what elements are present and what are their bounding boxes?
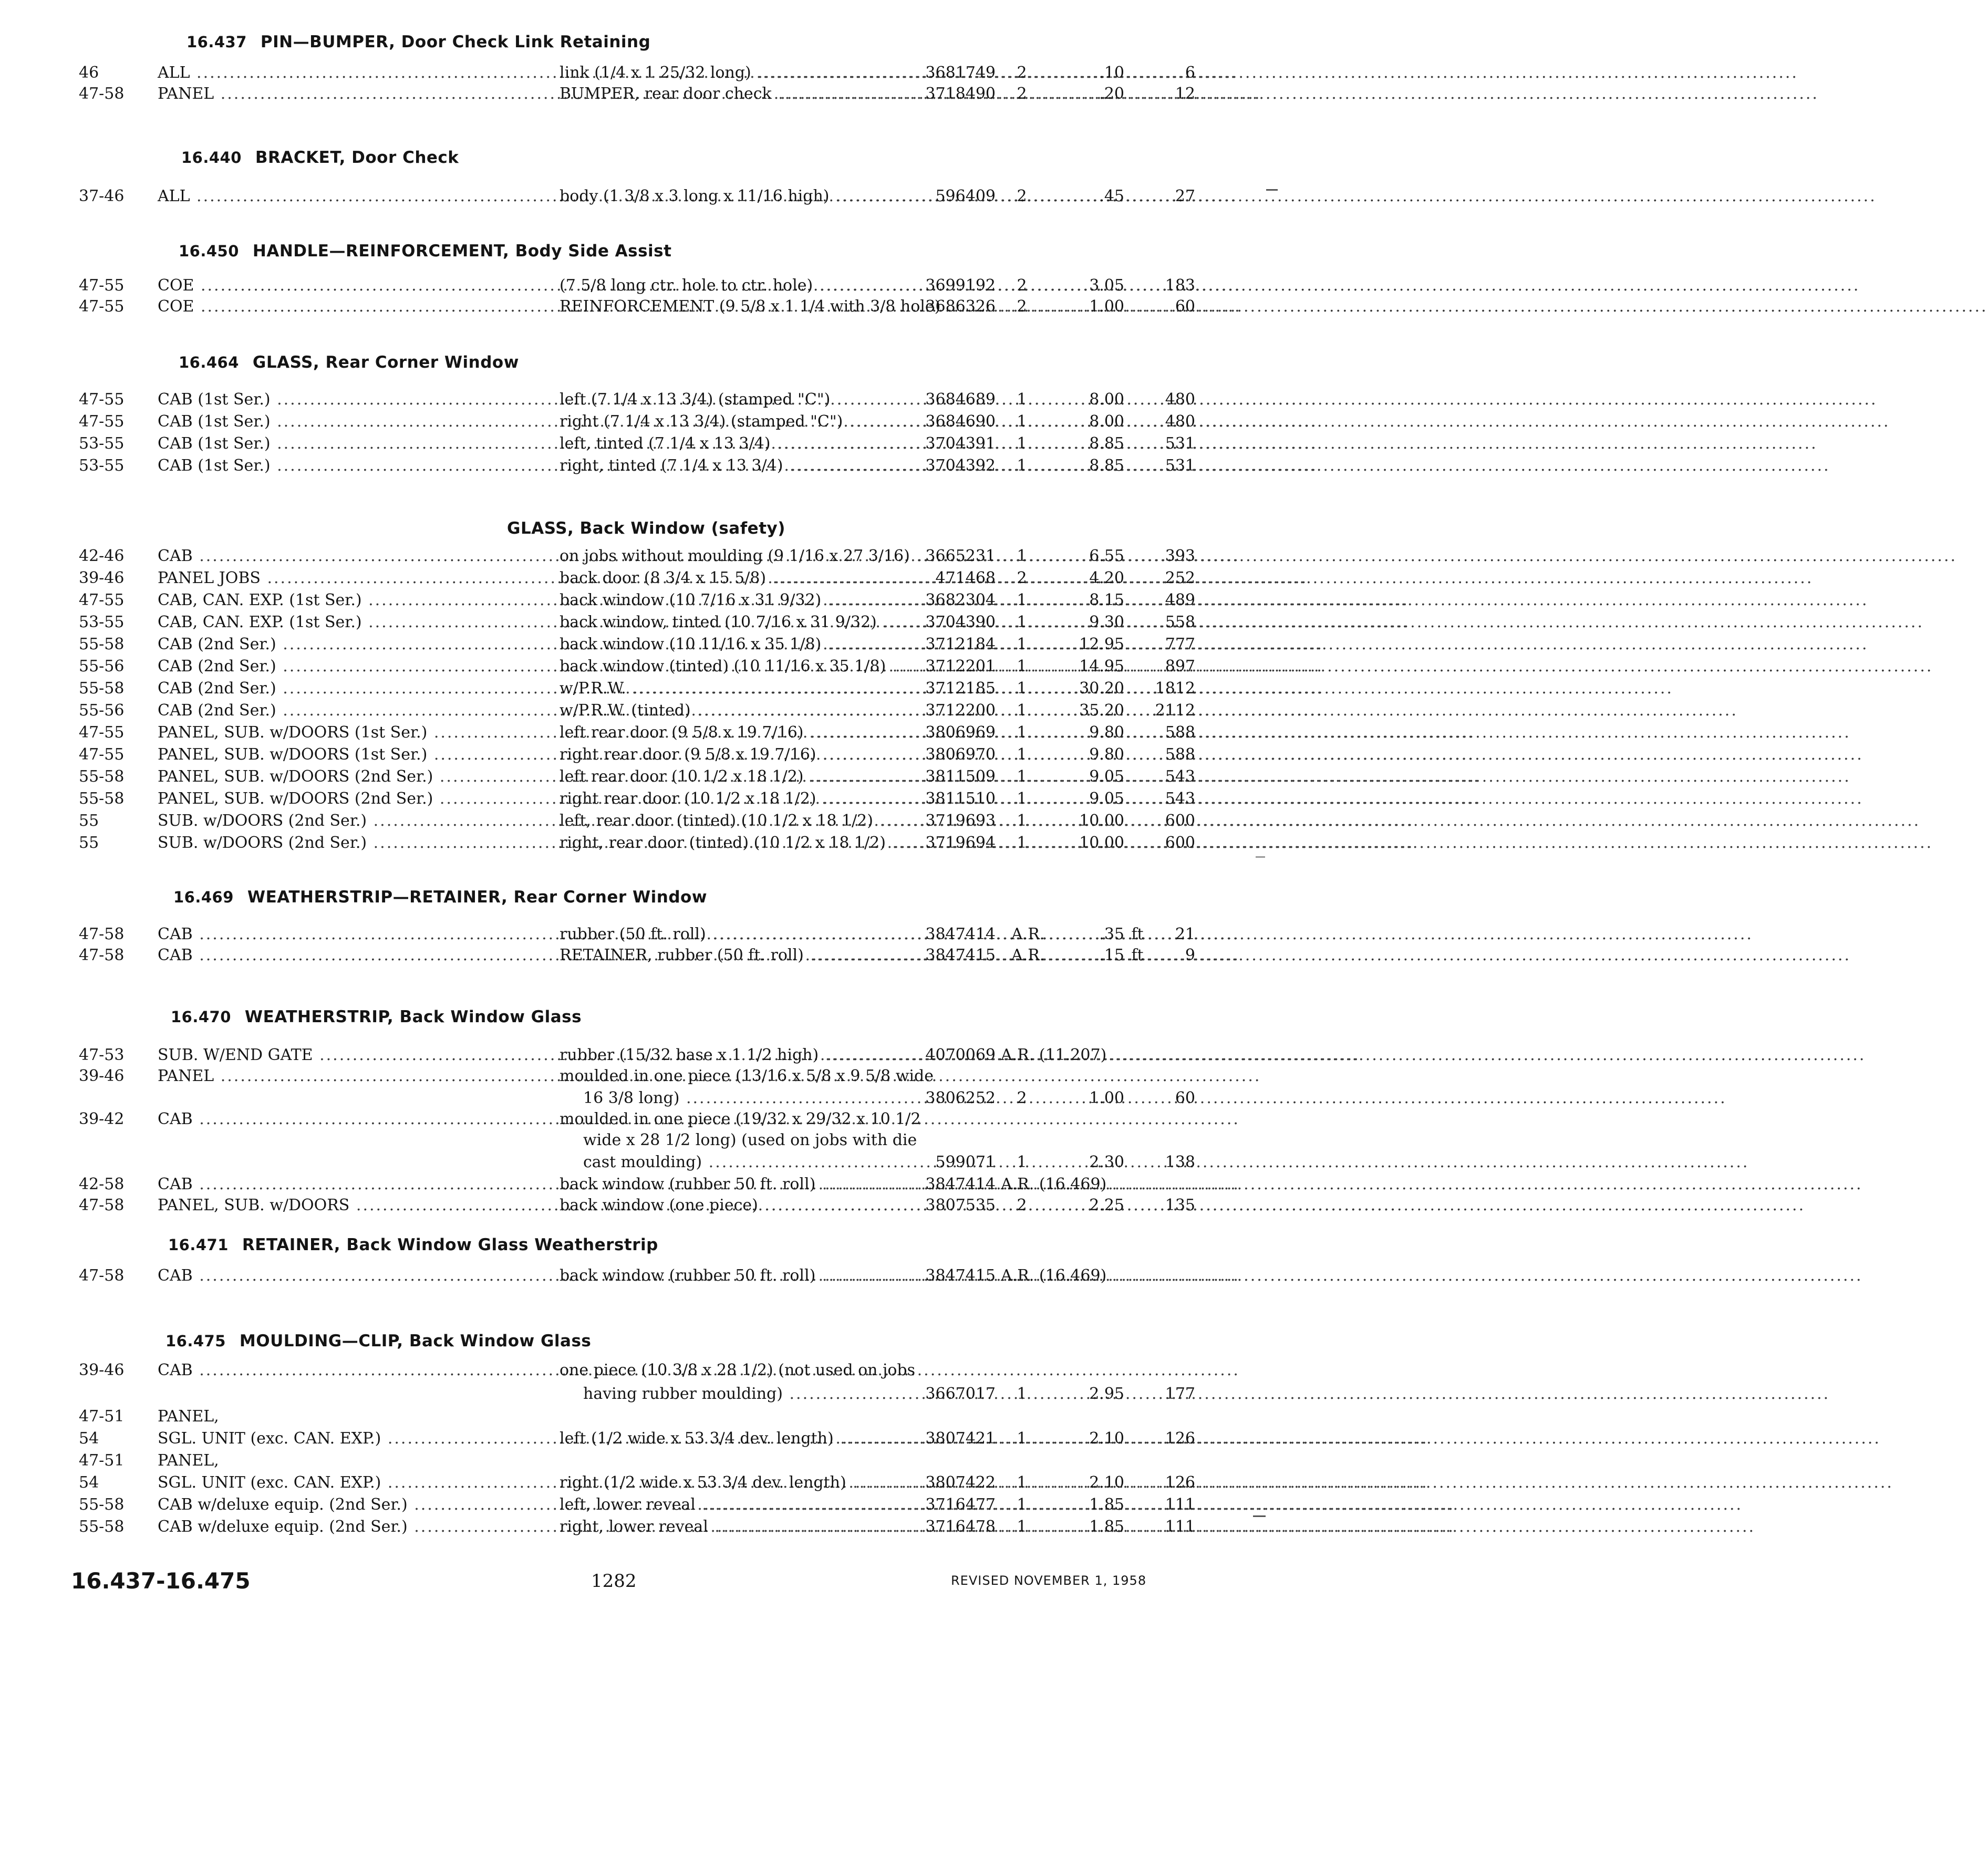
model-years: 55-58: [79, 679, 125, 698]
model-years: 47-55: [79, 412, 125, 431]
price: 9.05: [1089, 790, 1124, 808]
quantity-reference: A.R. (11.207): [1001, 1046, 1107, 1064]
section-heading: [181, 148, 459, 167]
application: PANEL, SUB. w/DOORS (1st Ser.) .....: [158, 723, 504, 743]
price: .10: [1099, 64, 1124, 82]
description: left, tinted (7 1/4 x 13 3/4) .....: [560, 434, 901, 454]
part-number: 3682304: [925, 591, 996, 609]
model-years: 53-55: [79, 434, 125, 453]
description: BUMPER, rear door check .....: [560, 84, 901, 104]
model-years: 55: [79, 834, 99, 852]
cost-code: 126: [1165, 1429, 1195, 1448]
price: 9.80: [1089, 745, 1124, 764]
model-years: 39-46: [79, 1361, 125, 1379]
quantity: 2: [1017, 187, 1027, 205]
quantity-reference: A.R. (16.469): [1001, 1175, 1107, 1193]
part-number: 3684689: [925, 390, 996, 409]
quantity: 2: [1017, 85, 1027, 103]
part-number: 3719693: [925, 812, 996, 830]
part-number: 3811509: [925, 767, 996, 786]
cost-code: 177: [1165, 1385, 1195, 1403]
description: back door (8 3/4 x 15 5/8) .....: [560, 568, 901, 588]
price: .15: [1099, 946, 1124, 964]
description: (7 5/8 long ctr. hole to ctr. hole) .....: [560, 276, 901, 296]
quantity: 1: [1017, 547, 1027, 565]
section-title: GLASS, Back Window (safety): [507, 519, 785, 538]
quantity: 1: [1017, 1518, 1027, 1536]
cost-code: 489: [1165, 591, 1195, 609]
section-number: 16.450: [179, 242, 239, 260]
model-years: 55-56: [79, 701, 125, 720]
model-years: 55-56: [79, 657, 125, 676]
description: back window (rubber 50 ft. roll) .....: [560, 1175, 901, 1194]
application: CAB (2nd Ser.) .....: [158, 657, 504, 677]
model-years: 47-55: [79, 745, 125, 764]
part-number: 3712200: [925, 701, 996, 720]
section-heading: [179, 353, 519, 372]
description: back window, tinted (10 7/16 x 31 9/32) .....: [560, 612, 901, 632]
quantity: 1: [1017, 679, 1027, 698]
cost-code: 600: [1165, 812, 1195, 830]
model-years: 53-55: [79, 456, 125, 475]
application: CAB .....: [158, 546, 504, 566]
part-number: 3704392: [925, 456, 996, 475]
cost-code: 480: [1165, 390, 1195, 409]
footer-revision-date: REVISED NOVEMBER 1, 1958: [951, 1573, 1147, 1588]
price-unit: ft: [1131, 946, 1144, 964]
price: 30.20: [1079, 679, 1124, 698]
description: left, rear door (tinted) (10 1/2 x 18 1/2) .....: [560, 811, 901, 831]
model-years: 47-51: [79, 1407, 125, 1426]
part-number: 3712201: [925, 657, 996, 676]
application: PANEL .....: [158, 1066, 504, 1086]
model-years: 47-55: [79, 297, 125, 316]
price: .45: [1099, 187, 1124, 205]
model-years: 42-46: [79, 547, 125, 565]
application: CAB (2nd Ser.) .....: [158, 635, 504, 655]
description: right rear door (9 5/8 x 19 7/16) .....: [560, 745, 901, 765]
application: SUB. w/DOORS (2nd Ser.) .....: [158, 811, 504, 831]
application: CAB w/deluxe equip. (2nd Ser.) .....: [158, 1495, 504, 1515]
section-title: HANDLE—REINFORCEMENT, Body Side Assist: [252, 242, 672, 261]
application: CAB .....: [158, 1266, 504, 1286]
price: 9.80: [1089, 723, 1124, 742]
description: back window (rubber 50 ft. roll) .....: [560, 1266, 901, 1286]
model-years: 46: [79, 64, 99, 82]
quantity: 1: [1017, 1473, 1027, 1492]
section-heading: [507, 519, 785, 538]
quantity: 1: [1017, 1495, 1027, 1514]
description: one piece (10 3/8 x 28 1/2) (not used on jobs: [560, 1361, 916, 1379]
price: .20: [1099, 85, 1124, 103]
description: having rubber moulding) .....: [583, 1384, 925, 1404]
part-number: 3704390: [925, 613, 996, 631]
description: right rear door (10 1/2 x 18 1/2) .....: [560, 789, 901, 809]
description: back window (10 7/16 x 31 9/32) .....: [560, 590, 901, 610]
description: back window (one piece) .....: [560, 1196, 901, 1216]
model-years: 47-51: [79, 1451, 125, 1470]
application: CAB (1st Ser.) .....: [158, 390, 504, 410]
quantity: A.R.: [1011, 946, 1045, 964]
price: 8.15: [1089, 591, 1124, 609]
section-heading: [187, 33, 650, 51]
cost-code: 558: [1165, 613, 1195, 631]
price: 6.55: [1089, 547, 1124, 565]
cost-code: 126: [1165, 1473, 1195, 1492]
cost-code: 183: [1165, 276, 1195, 295]
quantity: 1: [1017, 456, 1027, 475]
application: CAB (1st Ser.) .....: [158, 434, 504, 454]
price: 8.00: [1089, 390, 1124, 409]
quantity: 1: [1017, 701, 1027, 720]
model-years: 47-55: [79, 591, 125, 609]
section-heading: [165, 1332, 591, 1351]
margin-mark: [1253, 1515, 1266, 1517]
price: 1.85: [1089, 1518, 1124, 1536]
description: w/P.R.W. (tinted) .....: [560, 701, 901, 721]
section-number: 16.469: [173, 888, 234, 906]
application: CAB .....: [158, 1109, 504, 1129]
application: PANEL, SUB. w/DOORS .....: [158, 1196, 504, 1216]
application: CAB w/deluxe equip. (2nd Ser.) .....: [158, 1517, 504, 1537]
section-title: BRACKET, Door Check: [255, 148, 459, 167]
part-number: 3847414: [925, 1175, 996, 1193]
price: 10.00: [1079, 834, 1124, 852]
model-years: 55-58: [79, 1518, 125, 1536]
quantity: 2: [1017, 64, 1027, 82]
part-number: 3681749: [925, 64, 996, 82]
part-number: 3716478: [925, 1518, 996, 1536]
application: CAB, CAN. EXP. (1st Ser.) .....: [158, 612, 504, 632]
model-years: 37-46: [79, 187, 125, 205]
application: CAB, CAN. EXP. (1st Ser.) .....: [158, 590, 504, 610]
cost-code: 897: [1165, 657, 1195, 676]
model-years: 42-58: [79, 1175, 125, 1193]
quantity: 1: [1017, 1385, 1027, 1403]
model-years: 47-55: [79, 276, 125, 295]
application: PANEL .....: [158, 84, 504, 104]
application: PANEL, SUB. w/DOORS (1st Ser.) .....: [158, 745, 504, 765]
model-years: 55-58: [79, 635, 125, 653]
part-number: 3806969: [925, 723, 996, 742]
cost-code: 393: [1165, 547, 1195, 565]
description: left, lower reveal .....: [560, 1495, 901, 1515]
part-number: 3686326: [925, 297, 996, 316]
model-years: 47-58: [79, 1266, 125, 1285]
description: moulded in one piece (13/16 x 5/8 x 9 5/8 wide: [560, 1067, 934, 1085]
price: 8.00: [1089, 412, 1124, 431]
description: moulded in one piece (19/32 x 29/32 x 10 1/2: [560, 1110, 921, 1128]
description: RETAINER, rubber (50 ft. roll) .....: [560, 946, 901, 965]
part-number: 3704391: [925, 434, 996, 453]
model-years: 47-55: [79, 390, 125, 409]
price: 2.95: [1089, 1385, 1124, 1403]
part-number: 3811510: [925, 790, 996, 808]
description: REINFORCEMENT (9 5/8 x 1 1/4 with 3/8 hole) .....: [560, 297, 901, 317]
quantity: 2: [1017, 1196, 1027, 1214]
application: PANEL, SUB. w/DOORS (2nd Ser.) .....: [158, 789, 504, 809]
model-years: 54: [79, 1473, 99, 1492]
application: SGL. UNIT (exc. CAN. EXP.) .....: [158, 1473, 504, 1493]
quantity: 1: [1017, 790, 1027, 808]
model-years: 39-42: [79, 1110, 125, 1128]
footer-page-number: 1282: [591, 1571, 637, 1592]
price: 14.95: [1079, 657, 1124, 676]
application: SUB. w/DOORS (2nd Ser.) .....: [158, 833, 504, 853]
cost-code: 27: [1175, 187, 1195, 205]
section-number: 16.471: [168, 1236, 229, 1254]
section-title: WEATHERSTRIP—RETAINER, Rear Corner Window: [247, 888, 707, 907]
part-number: 599071: [935, 1153, 996, 1171]
application: COE .....: [158, 276, 504, 296]
section-heading: [171, 1007, 582, 1026]
section-title: WEATHERSTRIP, Back Window Glass: [244, 1007, 582, 1026]
description: left (1/2 wide x 53 3/4 dev. length) .....: [560, 1429, 901, 1449]
model-years: 55-58: [79, 1495, 125, 1514]
application: CAB .....: [158, 1175, 504, 1194]
cost-code: 543: [1165, 790, 1195, 808]
quantity: 1: [1017, 412, 1027, 431]
quantity: 1: [1017, 745, 1027, 764]
cost-code: 12: [1175, 85, 1195, 103]
quantity: 1: [1017, 812, 1027, 830]
part-number: 3847415: [925, 946, 996, 964]
description: back window (10 11/16 x 35 1/8) .....: [560, 635, 901, 655]
application: PANEL,: [158, 1451, 219, 1470]
application: PANEL,: [158, 1407, 219, 1426]
section-heading: [179, 242, 671, 261]
footer-section-range: 16.437-16.475: [71, 1568, 251, 1594]
application: SUB. W/END GATE .....: [158, 1045, 504, 1065]
price: 9.30: [1089, 613, 1124, 631]
model-years: 47-58: [79, 85, 125, 103]
cost-code: 531: [1165, 456, 1195, 475]
model-years: 47-58: [79, 925, 125, 943]
description: left (7 1/4 x 13 3/4) (stamped "C") .....: [560, 390, 901, 410]
quantity: 1: [1017, 767, 1027, 786]
price: 2.10: [1089, 1473, 1124, 1492]
model-years: 47-58: [79, 946, 125, 964]
section-number: 16.464: [179, 354, 239, 371]
application: CAB .....: [158, 946, 504, 965]
quantity: 1: [1017, 723, 1027, 742]
price: 2.30: [1089, 1153, 1124, 1171]
description: 16 3/8 long) .....: [583, 1088, 925, 1108]
price: 8.85: [1089, 456, 1124, 475]
price: 8.85: [1089, 434, 1124, 453]
cost-code: 531: [1165, 434, 1195, 453]
model-years: 39-46: [79, 569, 125, 587]
section-title: RETAINER, Back Window Glass Weatherstrip: [242, 1235, 658, 1254]
quantity: 1: [1017, 657, 1027, 676]
cost-code: 252: [1165, 569, 1195, 587]
cost-code: 9: [1185, 946, 1195, 964]
quantity: 2: [1017, 1089, 1027, 1107]
part-number: 3719694: [925, 834, 996, 852]
application: CAB (1st Ser.) .....: [158, 412, 504, 432]
quantity-reference: A.R. (16.469): [1001, 1266, 1107, 1285]
application: CAB .....: [158, 1360, 504, 1380]
quantity: A.R.: [1011, 925, 1045, 943]
cost-code: 600: [1165, 834, 1195, 852]
quantity: 1: [1017, 591, 1027, 609]
model-years: 39-46: [79, 1067, 125, 1085]
part-number: 3716477: [925, 1495, 996, 1514]
cost-code: 1812: [1155, 679, 1195, 698]
application: PANEL, SUB. w/DOORS (2nd Ser.) .....: [158, 767, 504, 787]
margin-mark: [1256, 856, 1265, 858]
cost-code: 543: [1165, 767, 1195, 786]
section-heading: [173, 888, 707, 907]
section-title: GLASS, Rear Corner Window: [252, 353, 519, 372]
description: left rear door (9 5/8 x 19 7/16) .....: [560, 723, 901, 743]
model-years: 55: [79, 812, 99, 830]
price: 2.10: [1089, 1429, 1124, 1448]
section-number: 16.475: [165, 1332, 226, 1350]
description: link (1/4 x 1 25/32 long) .....: [560, 63, 901, 83]
description: wide x 28 1/2 long) (used on jobs with die: [583, 1131, 917, 1149]
description: w/P.R.W. .....: [560, 679, 901, 699]
part-number: 596409: [935, 187, 996, 205]
description: on jobs without moulding (9 1/16 x 27 3/16) .....: [560, 546, 901, 566]
application: COE .....: [158, 297, 504, 317]
quantity: 1: [1017, 1429, 1027, 1448]
part-number: 3807535: [925, 1196, 996, 1214]
cost-code: 21: [1175, 925, 1195, 943]
part-number: 3807421: [925, 1429, 996, 1448]
application: CAB .....: [158, 924, 504, 944]
quantity: 1: [1017, 390, 1027, 409]
application: PANEL JOBS .....: [158, 568, 504, 588]
description: left rear door (10 1/2 x 18 1/2) .....: [560, 767, 901, 787]
part-number: 3712185: [925, 679, 996, 698]
part-number: 3847415: [925, 1266, 996, 1285]
part-number: 471468: [935, 569, 996, 587]
section-number: 16.470: [171, 1008, 231, 1026]
price: 10.00: [1079, 812, 1124, 830]
cost-code: 480: [1165, 412, 1195, 431]
price: .35: [1099, 925, 1124, 943]
cost-code: 777: [1165, 635, 1195, 653]
application: CAB (2nd Ser.) .....: [158, 701, 504, 721]
price-unit: ft: [1131, 925, 1144, 943]
cost-code: 588: [1165, 745, 1195, 764]
cost-code: 60: [1175, 297, 1195, 316]
quantity: 1: [1017, 635, 1027, 653]
price: 1.00: [1089, 1089, 1124, 1107]
cost-code: 6: [1185, 64, 1195, 82]
description: right, lower reveal .....: [560, 1517, 901, 1537]
description: right (1/2 wide x 53 3/4 dev. length) .....: [560, 1473, 901, 1493]
price: 35.20: [1079, 701, 1124, 720]
quantity: 2: [1017, 276, 1027, 295]
application: SGL. UNIT (exc. CAN. EXP.) .....: [158, 1429, 504, 1449]
description: right (7 1/4 x 13 3/4) (stamped "C") .....: [560, 412, 901, 432]
quantity: 1: [1017, 613, 1027, 631]
price: 9.05: [1089, 767, 1124, 786]
part-number: 3807422: [925, 1473, 996, 1492]
description: body (1 3/8 x 3 long x 11/16 high) .....: [560, 186, 901, 206]
part-number: 3712184: [925, 635, 996, 653]
price: 12.95: [1079, 635, 1124, 653]
part-number: 3667017: [925, 1385, 996, 1403]
part-number: 3806970: [925, 745, 996, 764]
part-number: 3718490: [925, 85, 996, 103]
model-years: 47-58: [79, 1196, 125, 1214]
quantity: 1: [1017, 834, 1027, 852]
model-years: 54: [79, 1429, 99, 1448]
description: rubber (15/32 base x 1 1/2 high) .....: [560, 1045, 901, 1065]
section-title: PIN—BUMPER, Door Check Link Retaining: [260, 33, 651, 51]
model-years: 47-55: [79, 723, 125, 742]
description: cast moulding) .....: [583, 1152, 925, 1172]
part-number: 3665231: [925, 547, 996, 565]
description: back window (tinted) (10 11/16 x 35 1/8) .....: [560, 657, 901, 677]
part-number: 3684690: [925, 412, 996, 431]
price: 2.25: [1089, 1196, 1124, 1214]
model-years: 53-55: [79, 613, 125, 631]
price: 3.05: [1089, 276, 1124, 295]
cost-code: 60: [1175, 1089, 1195, 1107]
quantity: 2: [1017, 297, 1027, 316]
application: ALL .....: [158, 186, 504, 206]
part-number: 4070069: [925, 1046, 996, 1064]
part-number: 3699192: [925, 276, 996, 295]
quantity: 2: [1017, 569, 1027, 587]
section-title: MOULDING—CLIP, Back Window Glass: [239, 1332, 592, 1351]
description: right, tinted (7 1/4 x 13 3/4) .....: [560, 456, 901, 476]
section-heading: [168, 1235, 658, 1254]
section-number: 16.437: [187, 33, 247, 51]
model-years: 55-58: [79, 790, 125, 808]
application: CAB (2nd Ser.) .....: [158, 679, 504, 699]
part-number: 3806252: [925, 1089, 996, 1107]
price: 4.20: [1089, 569, 1124, 587]
cost-code: 588: [1165, 723, 1195, 742]
quantity: 1: [1017, 1153, 1027, 1171]
section-number: 16.440: [181, 149, 242, 167]
model-years: 47-53: [79, 1046, 125, 1064]
cost-code: 111: [1165, 1518, 1195, 1536]
cost-code: 135: [1165, 1196, 1195, 1214]
model-years: 55-58: [79, 767, 125, 786]
margin-mark: [1266, 189, 1278, 191]
application: CAB (1st Ser.) .....: [158, 456, 504, 476]
price: 1.00: [1089, 297, 1124, 316]
cost-code: 111: [1165, 1495, 1195, 1514]
description: right, rear door (tinted) (10 1/2 x 18 1/2) .....: [560, 833, 901, 853]
application: ALL .....: [158, 63, 504, 83]
cost-code: 138: [1165, 1153, 1195, 1171]
quantity: 1: [1017, 434, 1027, 453]
part-number: 3847414: [925, 925, 996, 943]
description: rubber (50 ft. roll) .....: [560, 924, 901, 944]
cost-code: 2112: [1155, 701, 1195, 720]
price: 1.85: [1089, 1495, 1124, 1514]
